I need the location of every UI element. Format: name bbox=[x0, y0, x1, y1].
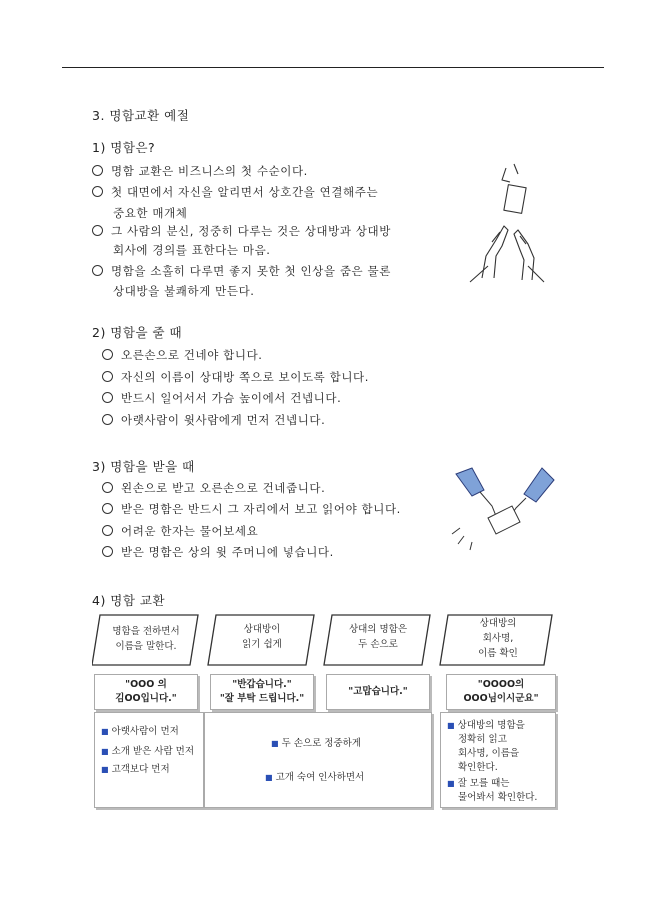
s1-item: 첫 대면에서 자신을 알리면서 상호간을 연결해주는 bbox=[92, 184, 378, 200]
circle-bullet-icon bbox=[102, 414, 113, 425]
circle-bullet-icon bbox=[92, 186, 103, 197]
s1-item-cont: 상대방을 불쾌하게 만든다. bbox=[113, 284, 255, 298]
s3-item: 어려운 한자는 물어보세요 bbox=[102, 523, 258, 539]
s2-item: 아랫사람이 윗사람에게 먼저 건넵니다. bbox=[102, 412, 325, 428]
quote-box: "OOO 의 김OO입니다." bbox=[94, 674, 198, 710]
s2-item: 반드시 일어서서 가슴 높이에서 건넵니다. bbox=[102, 390, 341, 406]
circle-bullet-icon bbox=[102, 482, 113, 493]
s1-item: 명함 교환은 비즈니스의 첫 수순이다. bbox=[92, 163, 308, 179]
step-text: 상대의 명함은 두 손으로 bbox=[348, 624, 408, 650]
circle-bullet-icon bbox=[102, 546, 113, 557]
circle-bullet-icon bbox=[102, 371, 113, 382]
step-text: 상대방이 읽기 쉽게 bbox=[242, 624, 282, 650]
s2-item: 자신의 이름이 상대방 쪽으로 보이도록 합니다. bbox=[102, 369, 369, 385]
quote-box: "OOOO의 OOO님이시군요" bbox=[446, 674, 556, 710]
notes-middle: ■ 두 손으로 정중하게 ■ 고개 숙여 인사하면서 bbox=[204, 712, 432, 808]
circle-bullet-icon bbox=[102, 392, 113, 403]
square-bullet-icon: ■ bbox=[447, 721, 455, 730]
notes-right: ■ 상대방의 명함을 정확히 읽고 회사명, 이름을 확인한다. ■ 잘 모를 때는 물어봐서 확인한다. bbox=[440, 712, 556, 808]
circle-bullet-icon bbox=[102, 349, 113, 360]
s1-item-cont: 회사에 경의를 표한다는 마음. bbox=[113, 243, 271, 257]
s3-title: 3) 명함을 받을 때 bbox=[92, 459, 195, 474]
square-bullet-icon: ■ bbox=[101, 727, 109, 736]
card-exchange-illustration bbox=[450, 464, 560, 552]
circle-bullet-icon bbox=[102, 503, 113, 514]
quote-box: "반갑습니다." "잘 부탁 드립니다." bbox=[210, 674, 314, 710]
hands-receiving-card-illustration bbox=[462, 160, 558, 286]
square-bullet-icon: ■ bbox=[265, 773, 273, 782]
s1-item-cont: 중요한 매개체 bbox=[113, 206, 188, 220]
s3-item: 받은 명함은 상의 윗 주머니에 넣습니다. bbox=[102, 544, 334, 560]
s2-title: 2) 명함을 줄 때 bbox=[92, 325, 183, 340]
circle-bullet-icon bbox=[102, 525, 113, 536]
s2-item: 오른손으로 건네야 합니다. bbox=[102, 347, 263, 363]
s3-item: 받은 명함은 반드시 그 자리에서 보고 읽어야 합니다. bbox=[102, 501, 401, 517]
circle-bullet-icon bbox=[92, 165, 103, 176]
quote-box: "고맙습니다." bbox=[326, 674, 430, 710]
circle-bullet-icon bbox=[92, 265, 103, 276]
notes-left: ■ 아랫사람이 먼저 ■ 소개 받은 사람 먼저 ■ 고객보다 먼저 bbox=[94, 712, 204, 808]
step-text: 상대방의 회사명, 이름 확인 bbox=[478, 618, 518, 659]
s4-title: 4) 명함 교환 bbox=[92, 593, 166, 608]
square-bullet-icon: ■ bbox=[271, 739, 279, 748]
s1-item: 그 사람의 분신, 정중히 다루는 것은 상대방과 상대방 bbox=[92, 223, 391, 239]
square-bullet-icon: ■ bbox=[101, 765, 109, 774]
square-bullet-icon: ■ bbox=[447, 779, 455, 788]
s1-item: 명함을 소홀히 다루면 좋지 못한 첫 인상을 줌은 물론 bbox=[92, 263, 391, 279]
header-rule bbox=[62, 67, 604, 68]
section-title: 3. 명함교환 예절 bbox=[92, 108, 190, 123]
square-bullet-icon: ■ bbox=[101, 747, 109, 756]
circle-bullet-icon bbox=[92, 225, 103, 236]
step-text: 명함을 전하면서 이름을 말한다. bbox=[112, 626, 180, 652]
s3-item: 왼손으로 받고 오른손으로 건네줍니다. bbox=[102, 480, 325, 496]
s1-title: 1) 명함은? bbox=[92, 140, 156, 155]
